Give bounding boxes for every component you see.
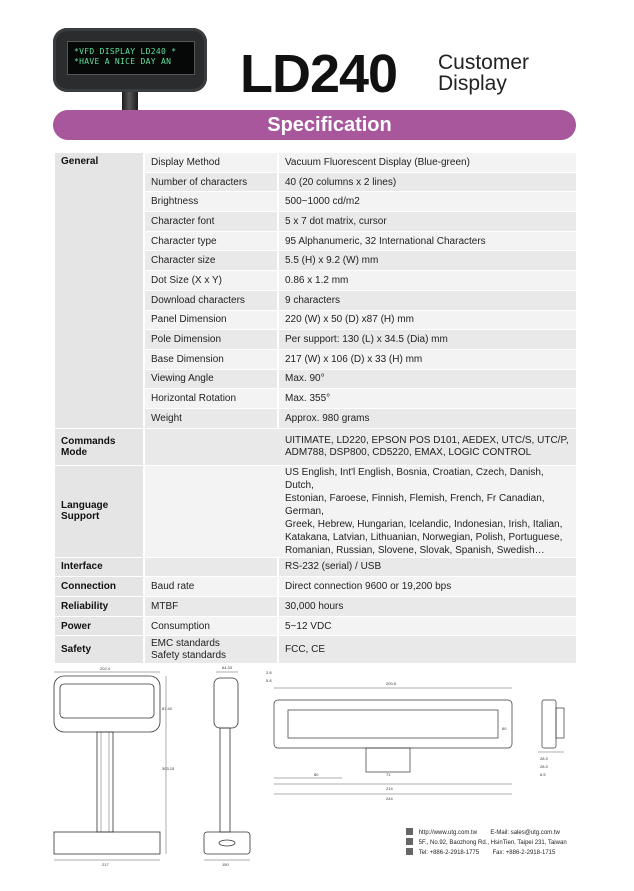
dim-label: 6.5 [540, 772, 546, 777]
general-section [55, 153, 576, 429]
language-line: Estonian, Faroese, Finnish, Flemish, French, Fr Canadian, German, [285, 492, 545, 517]
item-value: 30,000 hours [277, 597, 576, 617]
commands-value [143, 429, 576, 466]
item-label: Panel Dimension [143, 311, 277, 331]
section-title: Specification [267, 114, 392, 136]
commands-line-2: ADM788, DSP800, CD5220, EMAX, LOGIC CONTROL [285, 446, 532, 458]
commands-line-1: UITIMATE, LD220, EPSON POS D101, AEDEX, UTC/S, UTC/P, [285, 434, 569, 446]
dim-label: 5.8 [266, 678, 272, 683]
item-value: 0.86 x 1.2 mm [277, 271, 576, 291]
item-value: RS-232 (serial) / USB [277, 558, 576, 578]
dim-label: 150 [222, 862, 229, 867]
dim-label: 217 [102, 862, 109, 867]
contact-phone-line [406, 848, 567, 858]
item-label: Weight [143, 409, 277, 429]
language-row [55, 466, 576, 558]
dim-label: 28.3 [540, 756, 548, 761]
item-label: Viewing Angle [143, 370, 277, 390]
dim-label: 28.3 [540, 764, 548, 769]
subtitle-line-1: Customer [438, 51, 530, 74]
language-value [143, 466, 576, 558]
email-link[interactable]: E-Mail: sales@utg.com.tw [490, 830, 560, 836]
item-value: 95 Alphanumeric, 32 International Characters [277, 232, 576, 252]
tel-text: Tel: +886-2-2918-1775 [418, 850, 480, 856]
model-name: LD240 [240, 44, 398, 104]
item-label: MTBF [143, 597, 277, 617]
item-label: Character size [143, 251, 277, 271]
category-label: General [55, 153, 143, 429]
item-value: 40 (20 columns x 2 lines) [277, 173, 576, 193]
web-link[interactable]: http://www.utg.com.tw [418, 830, 478, 836]
reliability-row [55, 597, 576, 617]
general-row [55, 153, 576, 173]
item-label: Brightness [143, 192, 277, 212]
item-value: 217 (W) x 106 (D) x 33 (H) mm [277, 350, 576, 370]
language-line: US English, Int'l English, Bosnia, Croatian, Czech, Danish, Dutch, [285, 466, 544, 491]
item-value: Per support: 130 (L) x 34.5 (Dia) mm [277, 330, 576, 350]
globe-icon [406, 828, 413, 835]
section-banner [53, 110, 576, 140]
connection-row [55, 577, 576, 597]
contact-address-line [406, 838, 567, 848]
dim-label: 64.33 [222, 665, 233, 670]
item-value: FCC, CE [277, 636, 576, 664]
item-label: Baud rate [143, 577, 277, 597]
front-view-drawing [48, 660, 173, 870]
item-label: Horizontal Rotation [143, 389, 277, 409]
dim-label: 87.40 [162, 706, 173, 711]
item-value: 220 (W) x 50 (D) x87 (H) mm [277, 311, 576, 331]
category-label: Safety [55, 636, 143, 664]
dim-label: 60 [502, 726, 507, 731]
top-view-drawing [262, 660, 524, 810]
item-value: 5~12 VDC [277, 617, 576, 637]
phone-icon [406, 848, 413, 855]
language-line: Greek, Hebrew, Hungarian, Icelandic, Indonesian, Irish, Italian, [285, 518, 563, 530]
power-row [55, 617, 576, 637]
item-value: Vacuum Fluorescent Display (Blue-green) [277, 153, 576, 173]
item-label: Download characters [143, 291, 277, 311]
product-subtitle [438, 52, 529, 94]
item-label: Display Method [143, 153, 277, 173]
language-line: Romanian, Russian, Slovene, Slovak, Spanish, Swedish… [285, 544, 545, 556]
commands-row [55, 429, 576, 466]
dim-label: 200.5 [386, 681, 397, 686]
vfd-display-panel [53, 28, 207, 92]
fax-text: Fax: +886-2-2918-1715 [492, 850, 556, 856]
language-line: Katakana, Latvian, Lithuanian, Norwegian, Polish, Portuguese, [285, 531, 563, 543]
other-sections [55, 429, 576, 665]
address-text: 5F., No.92, Baozhong Rd., HsinTien, Taipei 231, Taiwan [418, 840, 567, 846]
item-label: Number of characters [143, 173, 277, 193]
item-label: Consumption [143, 617, 277, 637]
item-value: Max. 90° [277, 370, 576, 390]
dim-label: 214 [386, 786, 393, 791]
vfd-screen [67, 41, 195, 75]
category-label: Connection [55, 577, 143, 597]
specification-table [55, 153, 576, 664]
interface-row [55, 558, 576, 578]
dim-label: 303.15 [162, 766, 175, 771]
contact-info [406, 828, 567, 858]
vfd-line-2: *HAVE A NICE DAY AN [74, 57, 172, 66]
item-label: Character type [143, 232, 277, 252]
dim-label: 202.4 [100, 666, 111, 671]
item-label [143, 558, 277, 578]
item-label: Dot Size (X x Y) [143, 271, 277, 291]
safety-item-2: Safety standards [151, 649, 227, 661]
subtitle-line-2: Display [438, 72, 507, 95]
item-label: Pole Dimension [143, 330, 277, 350]
item-value: Max. 355° [277, 389, 576, 409]
safety-item-1: EMC standards [151, 637, 220, 649]
item-value: 500~1000 cd/m2 [277, 192, 576, 212]
building-icon [406, 838, 413, 845]
dim-label: 244 [386, 796, 393, 801]
category-label: Reliability [55, 597, 143, 617]
item-value: Direct connection 9600 or 19,200 bps [277, 577, 576, 597]
category-label: Power [55, 617, 143, 637]
item-value: Approx. 980 grams [277, 409, 576, 429]
dim-label: 2.8 [266, 670, 272, 675]
item-value: 9 characters [277, 291, 576, 311]
item-label: Base Dimension [143, 350, 277, 370]
dim-label: 71 [386, 772, 391, 777]
category-label: Language Support [55, 466, 143, 558]
category-label: Interface [55, 558, 143, 578]
contact-web-line [406, 828, 567, 838]
side-view-drawing [198, 660, 258, 870]
dim-label: 80 [314, 772, 319, 777]
item-value: 5 x 7 dot matrix, cursor [277, 212, 576, 232]
category-label: Commands Mode [55, 429, 143, 466]
item-label: Character font [143, 212, 277, 232]
item-value: 5.5 (H) x 9.2 (W) mm [277, 251, 576, 271]
detail-view-drawing [534, 690, 584, 780]
vfd-line-1: *VFD DISPLAY LD240 * [74, 47, 177, 56]
